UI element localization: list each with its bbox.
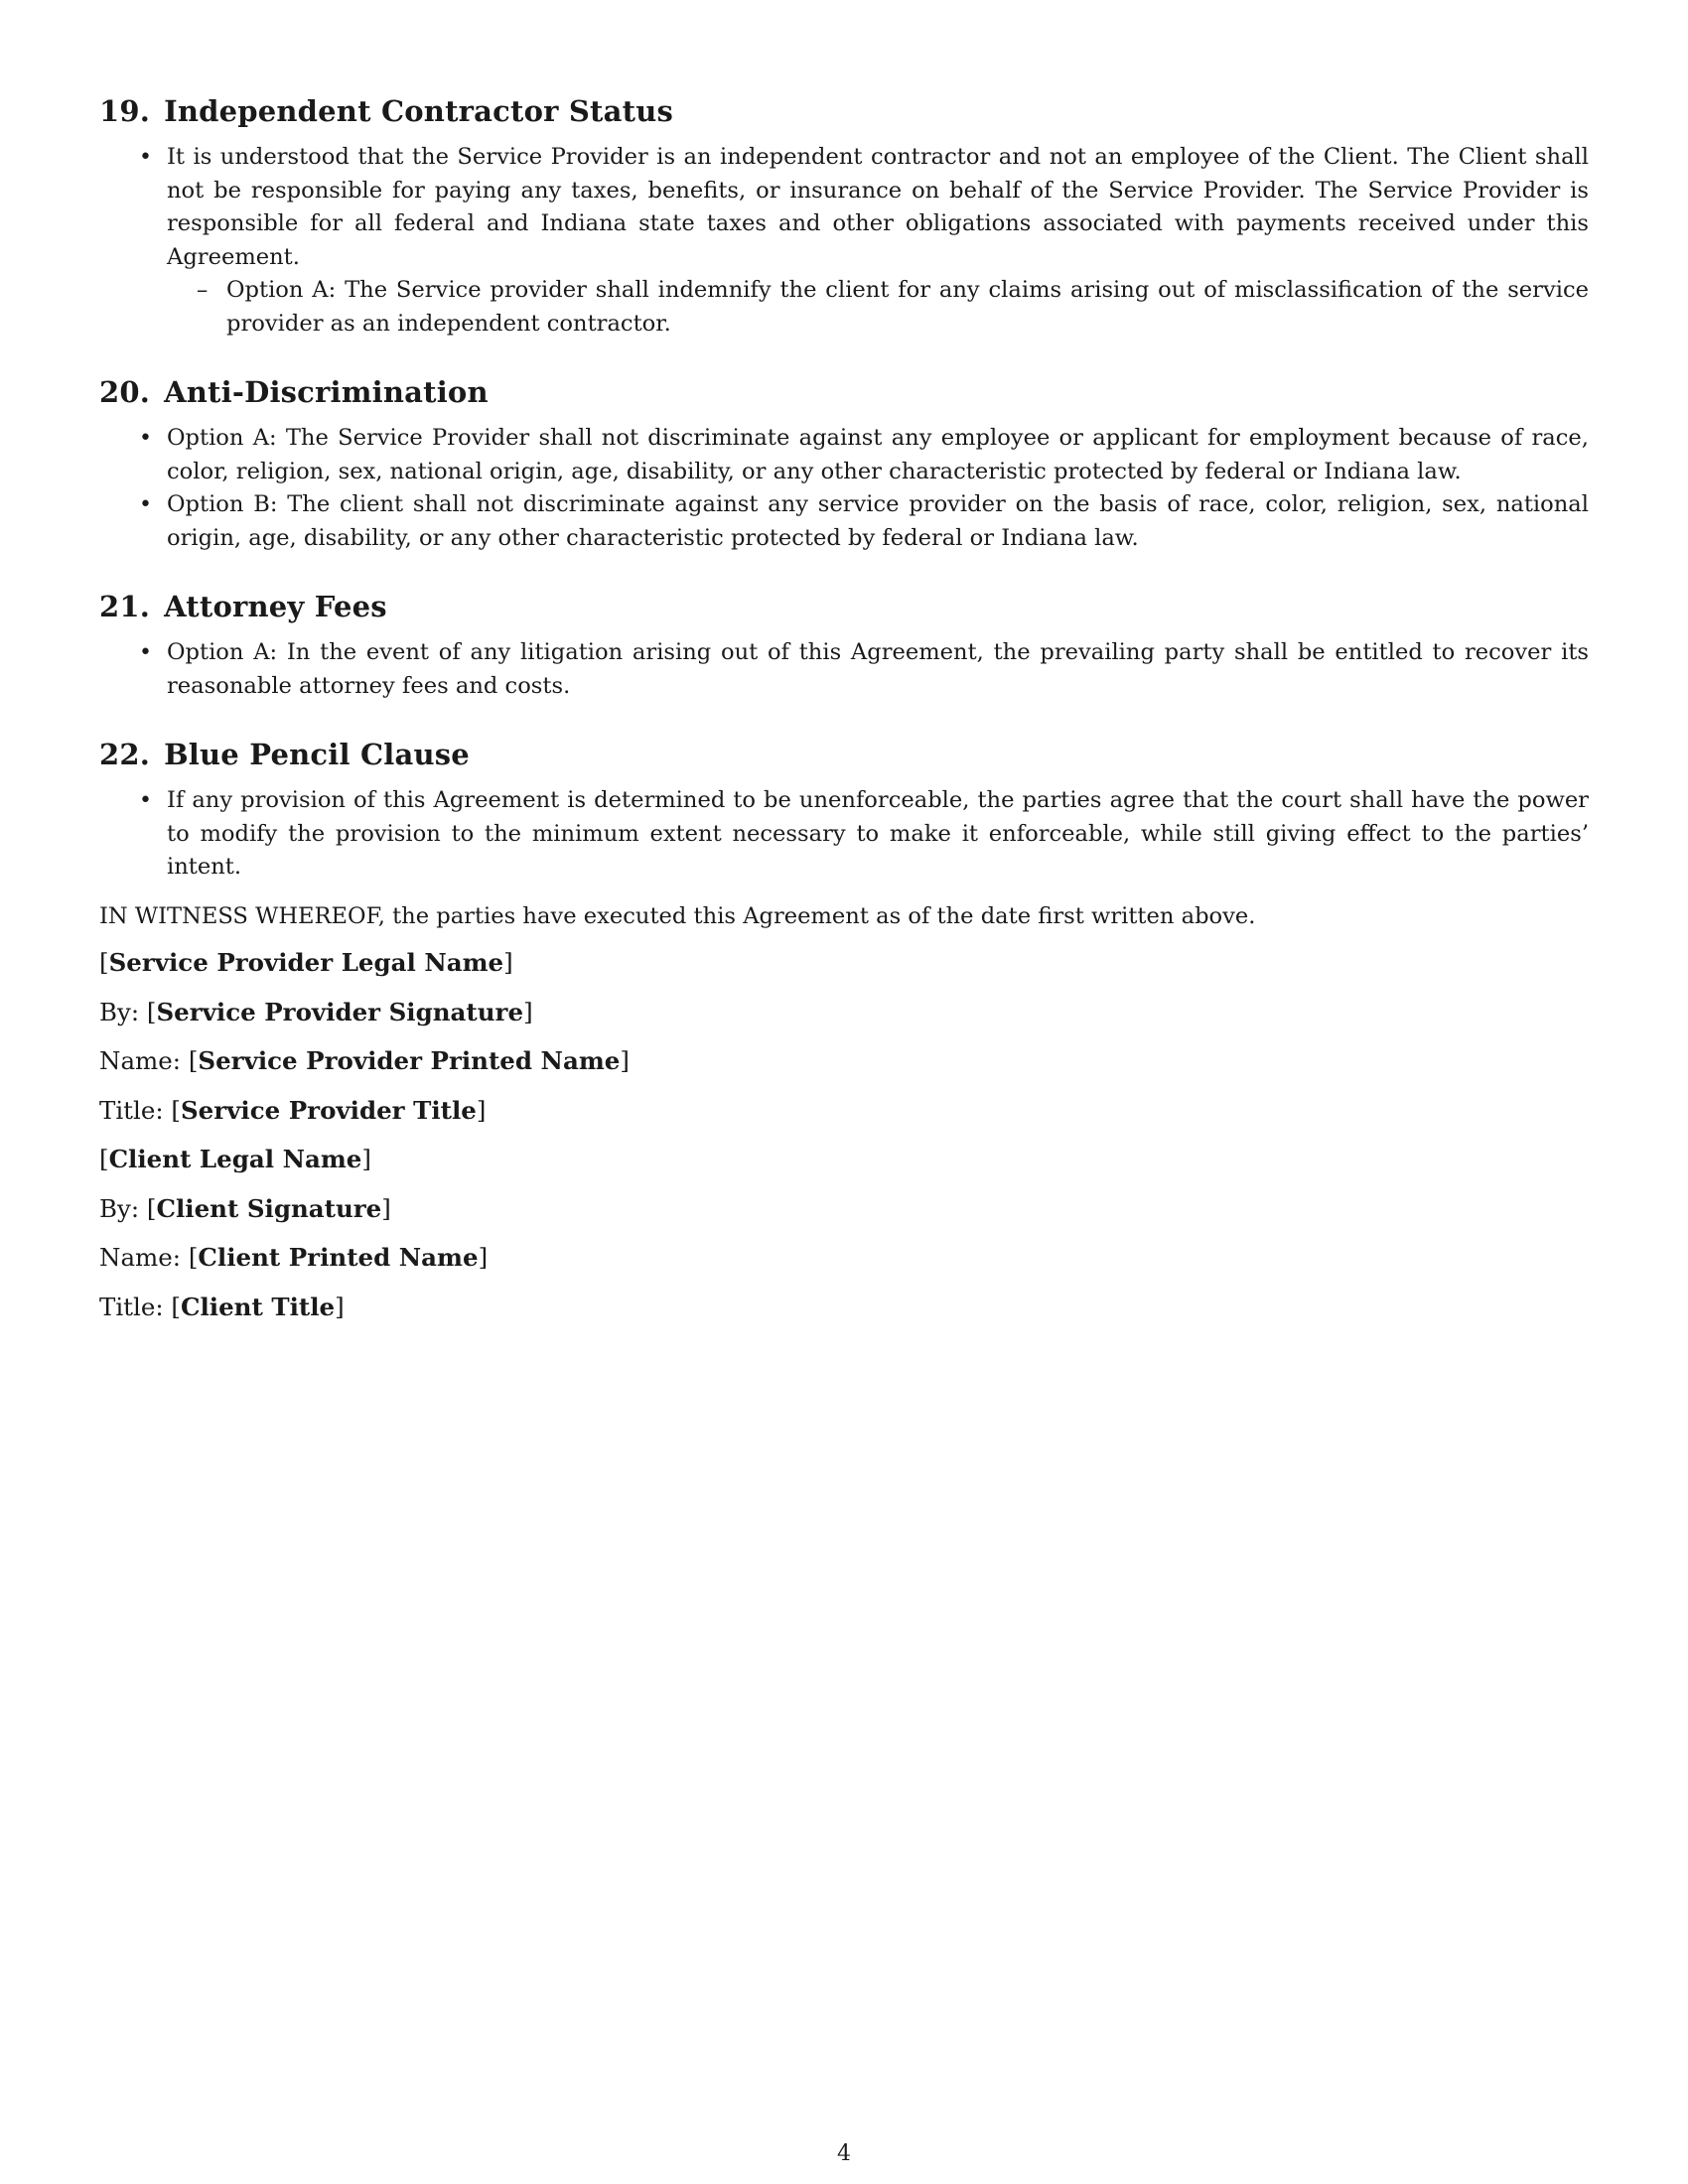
section-title: Blue Pencil Clause: [164, 738, 470, 771]
client-title: Client Title: [180, 1292, 336, 1321]
section-heading: [99, 372, 1589, 412]
provider-signature: Service Provider Signature: [156, 997, 524, 1026]
section-heading: [99, 735, 1589, 774]
by-label: By:: [99, 997, 140, 1026]
client-legal-name: Client Legal Name: [108, 1145, 362, 1173]
witness-statement: IN WITNESS WHEREOF, the parties have executed this Agreement as of the date first written above.: [99, 902, 1256, 929]
page-number: 4: [837, 2141, 851, 2166]
section-number: 21.: [99, 590, 151, 623]
section-attorney-fees: [99, 587, 1589, 703]
provider-legal-name-line: [Service Provider Legal Name]: [99, 948, 513, 977]
sub-list-item: – Option A: The Service provider shall indemnify the client for any claims arising out of misclassification of the service provider as an independent contractor.: [167, 274, 1589, 341]
section-independent-contractor: [99, 91, 1589, 341]
list-item: • If any provision of this Agreement is determined to be unenforceable, the parties agree that the court shall have the power to modify the provision to the minimum extent necessary to make it enforceable, while still giving effect to the parties’ intent.: [99, 784, 1589, 885]
provider-name-line: Name: [Service Provider Printed Name]: [99, 1046, 630, 1075]
bullet-list: [99, 422, 1589, 555]
title-label: Title:: [99, 1095, 164, 1125]
section-number: 19.: [99, 94, 151, 128]
section-heading: [99, 91, 1589, 131]
bullet-text: It is understood that the Service Provider is an independent contractor and not an employee of the Client. The Client shall not be responsible for paying any taxes, benefits, or insurance on behalf of the Service Provider. The Service Provider is responsible for all federal and Indiana state taxes and other obligations associated with payments received under this Agreement.: [167, 144, 1589, 270]
name-label: Name:: [99, 1046, 182, 1075]
list-item: • Option A: The Service Provider shall not discriminate against any employee or applicant for employment because of race, color, religion, sex, national origin, age, disability, or any other characteristic protected by federal or Indiana law.: [99, 422, 1589, 488]
provider-title: Service Provider Title: [180, 1095, 477, 1125]
section-title: Anti-Discrimination: [164, 375, 489, 409]
bullet-list: [99, 636, 1589, 703]
provider-legal-name: Service Provider Legal Name: [108, 948, 504, 977]
by-label: By:: [99, 1193, 140, 1223]
section-number: 22.: [99, 738, 151, 771]
client-printed-name: Client Printed Name: [198, 1243, 479, 1272]
client-by-line: By: [Client Signature]: [99, 1193, 391, 1223]
section-blue-pencil: [99, 735, 1589, 885]
list-item: • Option A: In the event of any litigation arising out of this Agreement, the prevailing party shall be entitled to recover its reasonable attorney fees and costs.: [99, 636, 1589, 703]
section-anti-discrimination: [99, 372, 1589, 555]
list-item: • Option B: The client shall not discriminate against any service provider on the basis of race, color, religion, sex, national origin, age, disability, or any other characteristic protected by federal or Indiana law.: [99, 488, 1589, 555]
bullet-list: [99, 141, 1589, 341]
provider-printed-name: Service Provider Printed Name: [198, 1046, 621, 1075]
section-number: 20.: [99, 375, 151, 409]
provider-by-line: By: [Service Provider Signature]: [99, 997, 533, 1026]
section-heading: [99, 587, 1589, 626]
title-label: Title:: [99, 1292, 164, 1321]
client-title-line: Title: [Client Title]: [99, 1292, 345, 1321]
list-item: [99, 141, 1589, 341]
client-signature: Client Signature: [156, 1193, 382, 1223]
client-legal-name-line: [Client Legal Name]: [99, 1145, 371, 1173]
document-page: [99, 91, 1589, 1339]
provider-title-line: Title: [Service Provider Title]: [99, 1095, 487, 1125]
name-label: Name:: [99, 1243, 182, 1272]
sub-list: [167, 274, 1589, 341]
client-name-line: Name: [Client Printed Name]: [99, 1243, 489, 1272]
bullet-list: [99, 784, 1589, 885]
section-title: Attorney Fees: [164, 590, 387, 623]
signature-block: [99, 946, 1589, 1323]
section-title: Independent Contractor Status: [164, 94, 674, 128]
